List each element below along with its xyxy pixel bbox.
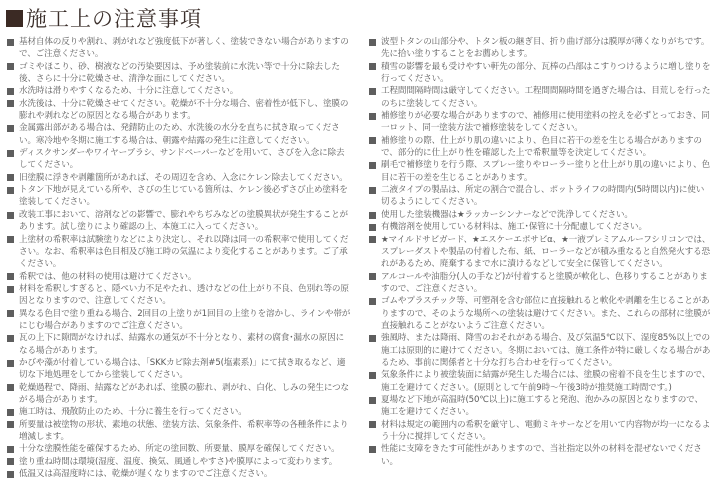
title-square-icon	[6, 10, 23, 27]
list-item-text: 有機溶剤を使用している材料は、施工･保管に十分配慮してください。	[381, 222, 647, 233]
list-item	[7, 456, 352, 468]
list-item	[7, 283, 352, 308]
list-item	[369, 135, 711, 160]
square-bullet-icon	[7, 236, 14, 243]
square-bullet-icon	[7, 212, 14, 219]
square-bullet-icon	[369, 88, 376, 95]
list-item-text: 乾燥過程で、降雨、結露などがあれば、塗膜の膨れ、剥がれ、白化、しみの発生につながる場合があります。	[19, 382, 349, 405]
list-item	[7, 85, 352, 97]
list-item-text: 所要量は被塗物の形状、素地の状態、塗装方法、気象条件、希釈率等の各種条件により増減します。	[19, 419, 349, 442]
list-item	[369, 394, 711, 419]
square-bullet-icon	[369, 273, 376, 280]
square-bullet-icon	[369, 224, 376, 231]
list-item-text: 異なる色目で塗り重ねる場合、2回目の上塗りが1回目の上塗りを溶かし、ラインや帯がにじむ場合がありますのでご注意ください。	[19, 308, 351, 331]
list-item	[7, 406, 352, 418]
list-item-text: アルコールや油脂分(人の手など)が付着すると塗膜が軟化し、色移りすることがありますので、ご注意ください。	[381, 271, 708, 294]
list-item	[369, 443, 711, 468]
square-bullet-icon	[369, 397, 376, 404]
square-bullet-icon	[7, 273, 14, 280]
list-item-text: ★マイルドサビガード、★エスケーエポサビα、★一液プレミアムルーフシリコンでは、スプレーダストや製品の付着した布、紙、ローラーなどが積み重なると自然発火する恐れがあるため、廃棄するまで水に漬けるなどして安全に保管してください。	[381, 234, 711, 270]
square-bullet-icon	[7, 150, 14, 157]
list-item	[369, 419, 711, 444]
list-item-text: 低温又は高湿度時には、乾燥が遅くなりますのでご注意ください。	[19, 469, 273, 480]
square-bullet-icon	[369, 63, 376, 70]
list-item-text: 材料を希釈しすぎると、隠ぺい力不足やたれ、透けなどの仕上がり不良、色別れ等の原因となりますので、注意してください。	[19, 283, 349, 307]
list-item	[7, 147, 352, 172]
square-bullet-icon	[7, 409, 14, 416]
list-item-text: 基材自体の反りや割れ、剥がれなど強度低下が著しく、塗装できない場合がありますので、ご注意ください。	[19, 37, 349, 60]
square-bullet-icon	[369, 372, 376, 379]
square-bullet-icon	[7, 100, 14, 107]
list-item-text: 気象条件により被塗装面に結露が発生した場合には、塗膜の密着不良を生じますので、施工を避けてください。(原則として午前9時～午後3時が推奨施工時間です。)	[381, 370, 711, 393]
square-bullet-icon	[7, 125, 14, 132]
page-title-text: 施工上の注意事項	[26, 7, 202, 31]
list-item-text: 十分な塗膜性能を確保するため、所定の塗回数、所要量、膜厚を確保してください。	[19, 444, 340, 455]
square-bullet-icon	[7, 39, 14, 46]
list-item-text: 材料は規定の範囲内の希釈を厳守し、電動ミキサーなどを用いて内容物が均一になるよう十分に撹拌してください。	[381, 419, 711, 442]
list-item-text: 刷毛で補修塗りを行う際、スプレー塗りやローラー塗りと仕上がり肌の違いにより、色目に若干の差を生じることがあります。	[381, 160, 710, 183]
list-item-text: 性能に支障をきたす可能性がありますので、当社指定以外の材料を混ぜないでください。	[381, 444, 702, 467]
square-bullet-icon	[369, 335, 376, 342]
square-bullet-icon	[7, 421, 14, 428]
square-bullet-icon	[7, 335, 14, 342]
list-item	[7, 184, 352, 209]
list-item-text: 工程間間隔時間は厳守してください。工程間間隔時間を過ぎた場合は、目荒しを行ったのちに塗装してください。	[381, 86, 711, 109]
list-item-text: ディスクサンダーやワイヤーブラシ、サンドペーパーなどを用いて、さびを入念に除去してください。	[19, 148, 345, 171]
square-bullet-icon	[7, 458, 14, 465]
list-item-text: 強風時、または降雨、降雪のおそれがある場合、及び気温5℃以下、湿度85%以上での施工は原則的に避けてください。冬期においては、施工条件が特に厳しくなる場合があるため、事前に関係者と十分な打ち合わせを行ってください。	[381, 333, 711, 368]
notes-left-column	[7, 36, 352, 480]
list-item	[7, 308, 352, 333]
square-bullet-icon	[369, 236, 376, 243]
list-item-text: 旧塗膜に浮きや剥離箇所があれば、その周辺を含め、入念にケレン除去してください。	[19, 172, 348, 183]
list-item-text: 施工時は、飛散防止のため、十分に養生を行ってください。	[19, 407, 247, 418]
square-bullet-icon	[369, 446, 376, 453]
square-bullet-icon	[369, 187, 376, 194]
list-item	[369, 110, 711, 135]
square-bullet-icon	[7, 174, 14, 181]
list-item	[7, 419, 352, 444]
list-item-text: 波型トタンの山部分や、トタン板の継ぎ目、折り曲げ部分は膜厚が薄くなりがちです。先に拾い塗りすることをお薦めします。	[381, 37, 710, 60]
list-item	[7, 36, 352, 61]
list-item-text: トタン下地が見えている所や、さびの生じている箇所は、ケレン後必ずさび止め塗料を塗装してください。	[19, 185, 348, 208]
square-bullet-icon	[7, 360, 14, 367]
list-item-text: 塗り重ね時間は環境(湿度、温度、換気、風通しやすさ)や膜厚によって変わります。	[19, 456, 338, 467]
list-item-text: 改装工事において、溶剤などの影響で、膨れやちぢみなどの塗膜異状が発生することがあります。試し塗りにより確認の上、本施工に入ってください。	[19, 209, 348, 233]
square-bullet-icon	[7, 286, 14, 293]
list-item-text: 金属露出部がある場合は、発錆防止のため、水洗後の水分を直ちに拭き取ってください。寒冷地や冬期に施工する場合は、朝露や結露の発生に注意してください。	[19, 123, 340, 146]
list-item-text: 上塗材の希釈率は試験塗りなどにより決定し、それ以降は同一の希釈率で使用してください。なお、希釈率は色目相及び施工時の気温により変化することがあります。ご了承ください。	[19, 234, 349, 270]
list-item	[369, 369, 711, 394]
list-item-text: ゴムやプラスチック等、可塑剤を含む部位に直接触れると軟化や剥離を生じることがありますので、そのような場所への塗装は避けてください。また、これらの部材に塗膜が直接触れることがないようご注意ください。	[381, 296, 711, 331]
list-item-text: ゴミやほこり、砂、樹液などの汚染要因は、予め塗装前に水洗い等で十分に除去した後、さらに十分に乾燥させ、清浄な面にしてください。	[19, 61, 340, 85]
notes-right-column	[369, 36, 711, 468]
square-bullet-icon	[7, 446, 14, 453]
square-bullet-icon	[369, 113, 376, 120]
list-item	[7, 172, 352, 184]
list-item	[7, 332, 352, 357]
list-item	[369, 85, 711, 110]
list-item-text: 二液タイプの製品は、所定の割合で混合し、ポットライフの時間内(5時間以内)に使い切るようにしてください。	[381, 185, 705, 208]
list-item	[369, 295, 711, 332]
square-bullet-icon	[369, 39, 376, 46]
list-item-text: かびや藻が付着している場合は、「SKKカビ除去剤#5(塩素系)」にて拭き取るなど、適切な下地処理をしてから塗装してください。	[19, 357, 346, 381]
list-item-text: 積雪の影響を最も受けやすい軒先の部分、瓦棒の凸部はこすりつけるように増し塗りを行ってください。	[381, 61, 711, 85]
list-item	[7, 382, 352, 407]
square-bullet-icon	[369, 162, 376, 169]
list-item	[369, 221, 711, 233]
list-item	[7, 468, 352, 480]
list-item	[369, 159, 711, 184]
list-item-text: 補修塗りが必要な場合がありますので、補修用に使用塗料の控えを必ずとっておき、同一ロット、同一塗装方法で補修塗装をしてください。	[381, 111, 710, 134]
list-item	[7, 209, 352, 234]
square-bullet-icon	[369, 212, 376, 219]
list-item-text: 水洗時は滑りやすくなるため、十分に注意してください。	[19, 86, 239, 97]
square-bullet-icon	[7, 63, 14, 70]
list-item	[369, 184, 711, 209]
list-item	[369, 332, 711, 369]
list-item	[7, 61, 352, 86]
list-item-text: 補修塗りの際、仕上がり肌の違いにより、色目に若干の差を生じる場合がありますので、部分的に仕上がり性を確認した上で希釈量等を決定してください。	[381, 135, 702, 159]
list-item	[369, 209, 711, 221]
square-bullet-icon	[7, 88, 14, 95]
square-bullet-icon	[7, 471, 14, 478]
list-item	[369, 36, 711, 61]
list-item-text: 夏場など下地が高温時(50℃以上)に施工すると発泡、泡かみの原因となりますので、施工を避けてください。	[381, 394, 703, 418]
square-bullet-icon	[369, 421, 376, 428]
list-item-text: 使用した塗装機器は★ラッカーシンナーなどで洗浄してください。	[381, 209, 633, 220]
square-bullet-icon	[7, 310, 14, 317]
square-bullet-icon	[7, 187, 14, 194]
page-title	[6, 4, 202, 32]
list-item	[7, 271, 352, 283]
list-item	[369, 234, 711, 271]
list-item-text: 希釈では、他の材料の使用は避けてください。	[19, 271, 197, 282]
list-item	[7, 234, 352, 271]
list-item	[369, 271, 711, 296]
list-item-text: 瓦の上下に隙間がなければ、結露水の通気が不十分となり、素材の腐食･漏水の原因になる場合があります。	[19, 333, 345, 356]
list-item	[7, 357, 352, 382]
list-item	[7, 98, 352, 123]
list-item-text: 水洗後は、十分に乾燥させてください。乾燥が不十分な場合、密着性が低下し、塗膜の膨れや剥れなどの原因となる場合があります。	[19, 98, 349, 122]
square-bullet-icon	[369, 298, 376, 305]
square-bullet-icon	[369, 137, 376, 144]
list-item	[7, 122, 352, 147]
list-item	[369, 61, 711, 86]
square-bullet-icon	[7, 384, 14, 391]
